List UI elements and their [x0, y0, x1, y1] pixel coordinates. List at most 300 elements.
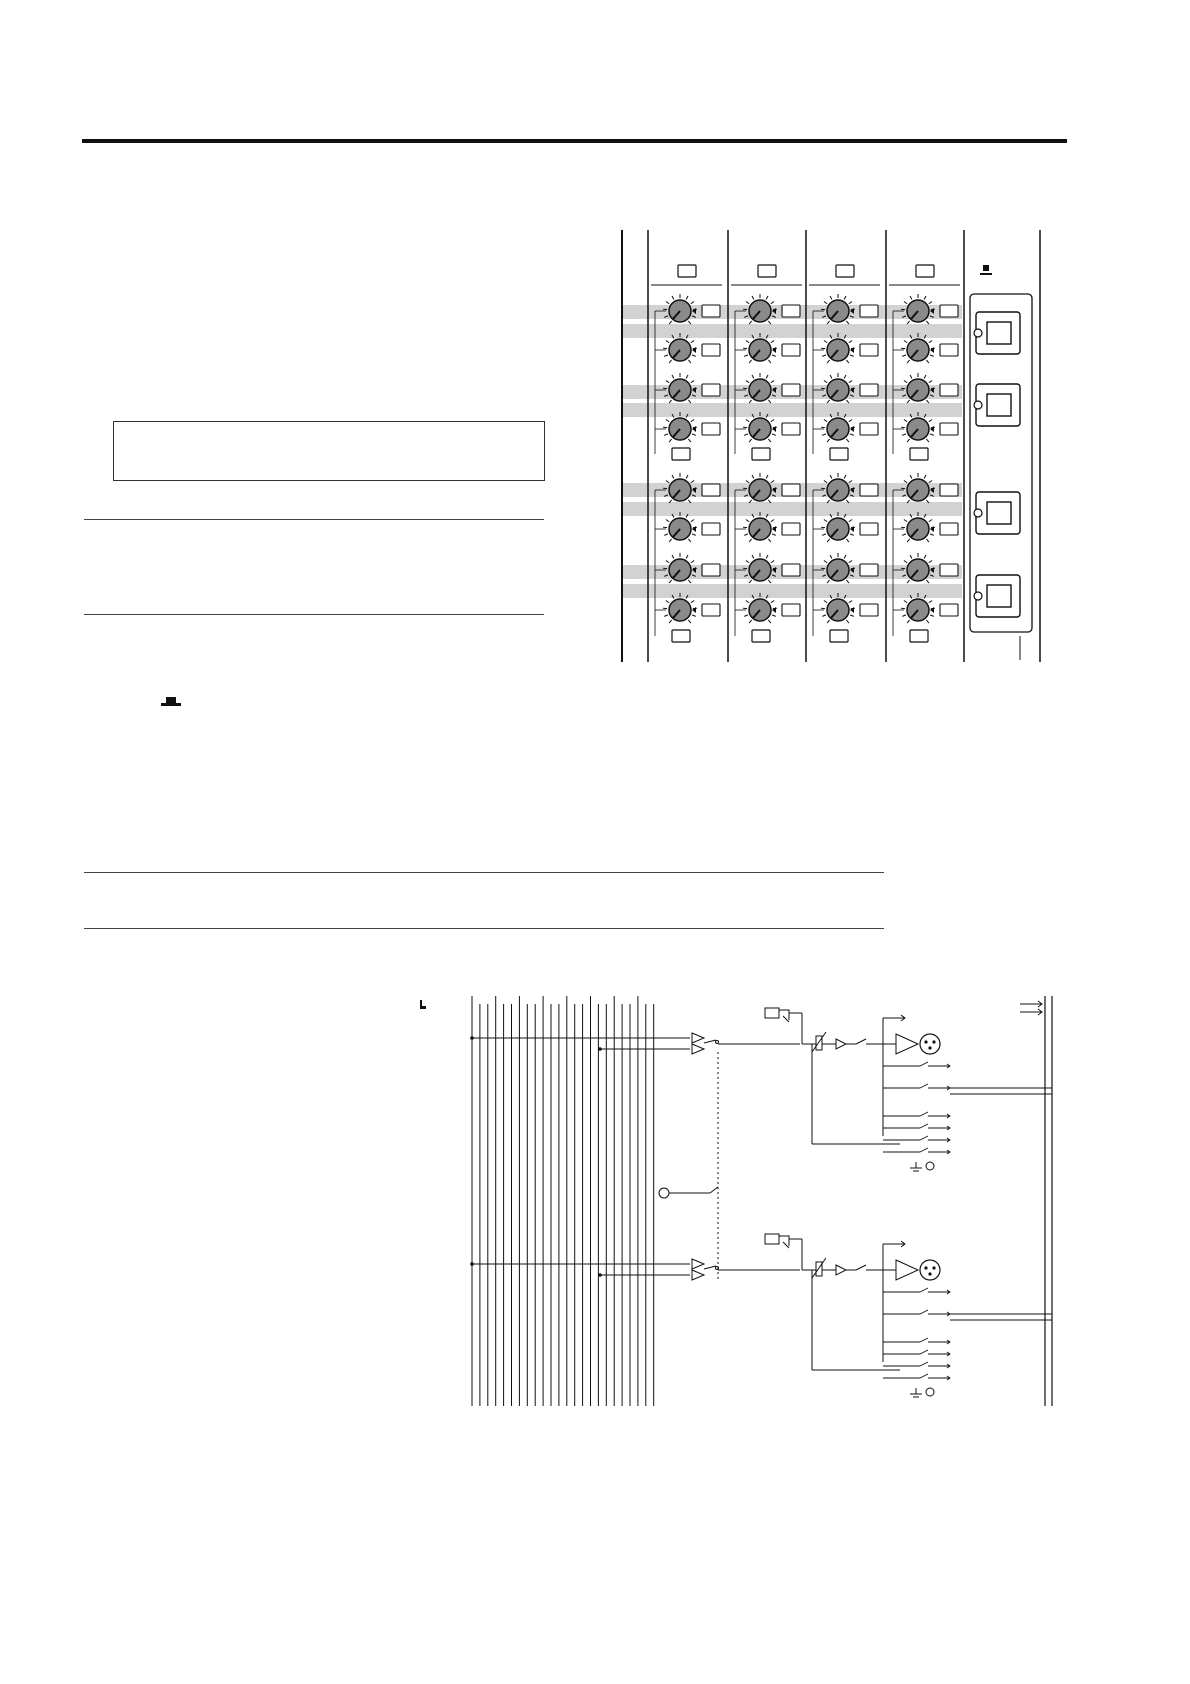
- knob-marker: [772, 607, 776, 613]
- knob-tick: [822, 434, 826, 435]
- knob-tick: [827, 539, 830, 542]
- panel-mode-key-icon: [980, 265, 992, 275]
- knob-tick: [849, 519, 852, 521]
- knob-marker: [850, 607, 854, 613]
- knob-tick: [768, 400, 771, 403]
- xlr-connector-icon: [920, 1260, 940, 1280]
- xlr-connector-icon: [920, 1034, 940, 1054]
- knob-tick: [749, 580, 752, 583]
- output-amp: [836, 1039, 846, 1049]
- knob-side-button: [702, 484, 720, 496]
- ground-symbol: [910, 1162, 922, 1171]
- knob-tick: [926, 360, 929, 363]
- main-amp: [896, 1034, 918, 1054]
- knob-tick: [666, 419, 669, 421]
- junction-dot: [598, 1047, 602, 1051]
- knob-tick: [664, 355, 668, 356]
- knob-tick: [824, 560, 827, 562]
- group-button: [672, 448, 690, 460]
- knob-tick: [691, 600, 694, 602]
- wide-rule-top: [84, 872, 884, 873]
- knob-marker: [850, 526, 854, 532]
- route-switch: [920, 1148, 928, 1152]
- knob-tick: [768, 580, 771, 583]
- knob-side-button: [860, 523, 878, 535]
- level-fader: [816, 1036, 822, 1050]
- knob-tick: [746, 480, 749, 482]
- knob-side-button: [782, 305, 800, 317]
- knob-tick: [824, 600, 827, 602]
- knob-side-button: [702, 604, 720, 616]
- knob-tick: [929, 560, 932, 562]
- master-led: [974, 329, 982, 337]
- knob-tick: [664, 615, 668, 616]
- switch-contact: [716, 1041, 719, 1044]
- knob-tick: [691, 419, 694, 421]
- knob-tick: [688, 321, 691, 324]
- mute-switch: [856, 1039, 866, 1044]
- knob-tick: [686, 555, 688, 559]
- knob-side-button: [940, 344, 958, 356]
- knob-tick: [846, 321, 849, 324]
- knob-tick: [844, 555, 846, 559]
- knob-tick: [929, 600, 932, 602]
- knob-side-button: [782, 564, 800, 576]
- group-button: [752, 630, 770, 642]
- knob-tick: [749, 400, 752, 403]
- rotary-knob: [901, 512, 935, 542]
- knob-tick: [850, 615, 854, 616]
- route-switch: [920, 1112, 928, 1116]
- selector-switch: [704, 1266, 716, 1269]
- output-arrow: [883, 1015, 905, 1021]
- knob-side-button: [860, 423, 878, 435]
- knob-side-button: [940, 564, 958, 576]
- knob-tick: [827, 360, 830, 363]
- knob-tick: [930, 534, 934, 535]
- knob-tick: [688, 620, 691, 623]
- knob-tick: [692, 434, 696, 435]
- knob-side-button: [860, 564, 878, 576]
- master-led: [974, 401, 982, 409]
- route-switch: [920, 1288, 928, 1292]
- group-button: [752, 448, 770, 460]
- master-led: [974, 592, 982, 600]
- junction-dot: [470, 1036, 474, 1040]
- knob-tick: [929, 380, 932, 382]
- main-amp: [896, 1260, 918, 1280]
- knob-tick: [902, 434, 906, 435]
- knob-tick: [830, 375, 832, 379]
- section-rule-bottom: [84, 614, 544, 615]
- knob-tick: [688, 439, 691, 442]
- knob-tick: [771, 519, 774, 521]
- knob-tick: [929, 519, 932, 521]
- route-arrow: [928, 1086, 950, 1090]
- channel-strip-b: [470, 1234, 1052, 1397]
- knob-tick: [902, 615, 906, 616]
- mute-switch: [856, 1265, 866, 1270]
- route-switch: [920, 1338, 928, 1342]
- knob-tick: [746, 419, 749, 421]
- knob-side-button: [940, 484, 958, 496]
- knob-tick: [766, 475, 768, 479]
- route-switch: [920, 1084, 928, 1088]
- knob-tick: [686, 475, 688, 479]
- knob-tick: [666, 301, 669, 303]
- buffer-amp: [692, 1044, 704, 1054]
- knob-tick: [691, 560, 694, 562]
- knob-tick: [772, 615, 776, 616]
- master-switch-button: [987, 502, 1011, 524]
- link-switch: [710, 1187, 718, 1193]
- knob-tick: [929, 419, 932, 421]
- knob-side-button: [782, 523, 800, 535]
- knob-side-button: [702, 344, 720, 356]
- knob-tick: [902, 355, 906, 356]
- knob-tick: [827, 400, 830, 403]
- knob-tick: [926, 400, 929, 403]
- knob-tick: [824, 419, 827, 421]
- knob-tick: [846, 580, 849, 583]
- group-button: [830, 448, 848, 460]
- knob-tick: [688, 400, 691, 403]
- knob-tick: [907, 360, 910, 363]
- mode-key-icon: [161, 697, 181, 707]
- knob-tick: [752, 475, 754, 479]
- knob-tick: [744, 355, 748, 356]
- knob-marker: [930, 526, 934, 532]
- knob-tick: [824, 519, 827, 521]
- knob-tick: [692, 534, 696, 535]
- knob-tick: [850, 355, 854, 356]
- knob-tick: [907, 439, 910, 442]
- knob-side-button: [782, 604, 800, 616]
- route-arrow: [928, 1340, 950, 1344]
- knob-tick: [910, 296, 912, 300]
- knob-tick: [844, 296, 846, 300]
- knob-tick: [824, 301, 827, 303]
- knob-tick: [672, 555, 674, 559]
- knob-tick: [907, 539, 910, 542]
- knob-tick: [849, 600, 852, 602]
- knob-tick: [744, 434, 748, 435]
- rotary-knob: [663, 512, 697, 542]
- knob-marker: [772, 526, 776, 532]
- knob-tick: [772, 434, 776, 435]
- level-fader: [816, 1262, 822, 1276]
- knob-side-button: [782, 423, 800, 435]
- route-switch: [920, 1350, 928, 1354]
- knob-side-button: [940, 384, 958, 396]
- knob-tick: [929, 340, 932, 342]
- column-top-button: [836, 265, 854, 277]
- knob-tick: [822, 355, 826, 356]
- knob-tick: [772, 355, 776, 356]
- knob-marker: [692, 426, 696, 432]
- master-switch-button: [987, 585, 1011, 607]
- knob-side-button: [702, 423, 720, 435]
- knob-tick: [664, 434, 668, 435]
- knob-tick: [766, 375, 768, 379]
- knob-tick: [930, 615, 934, 616]
- knob-side-button: [782, 484, 800, 496]
- junction-dot: [470, 1262, 474, 1266]
- route-arrow: [928, 1290, 950, 1294]
- knob-tick: [904, 480, 907, 482]
- route-arrow: [928, 1150, 950, 1154]
- knob-tick: [929, 480, 932, 482]
- section-rule-top: [84, 519, 544, 520]
- route-switch: [920, 1374, 928, 1378]
- master-led: [974, 509, 982, 517]
- knob-tick: [746, 301, 749, 303]
- route-arrow: [928, 1352, 950, 1356]
- knob-tick: [771, 419, 774, 421]
- route-arrow: [928, 1126, 950, 1130]
- knob-tick: [846, 620, 849, 623]
- knob-tick: [930, 434, 934, 435]
- ground-symbol: [910, 1388, 922, 1397]
- knob-tick: [849, 480, 852, 482]
- knob-marker: [692, 526, 696, 532]
- knob-tick: [746, 519, 749, 521]
- knob-tick: [824, 340, 827, 342]
- knob-tick: [744, 534, 748, 535]
- buffer-amp: [692, 1259, 704, 1269]
- junction-dot: [598, 1273, 602, 1277]
- knob-side-button: [860, 604, 878, 616]
- link-indicator: [659, 1188, 669, 1198]
- knob-tick: [904, 600, 907, 602]
- console-panel-diagram: [620, 228, 1060, 664]
- knob-tick: [910, 555, 912, 559]
- route-switch: [920, 1062, 928, 1066]
- knob-tick: [926, 439, 929, 442]
- knob-marker: [930, 607, 934, 613]
- route-switch: [920, 1136, 928, 1140]
- knob-tick: [822, 534, 826, 535]
- knob-tick: [924, 555, 926, 559]
- knob-marker: [692, 607, 696, 613]
- knob-tick: [688, 360, 691, 363]
- knob-tick: [907, 321, 910, 324]
- knob-tick: [768, 439, 771, 442]
- knob-marker: [850, 347, 854, 353]
- knob-side-button: [940, 604, 958, 616]
- knob-marker: [772, 347, 776, 353]
- rotary-knob: [743, 512, 777, 542]
- knob-tick: [686, 375, 688, 379]
- note-box: [113, 421, 545, 481]
- knob-tick: [827, 620, 830, 623]
- knob-tick: [686, 296, 688, 300]
- knob-tick: [830, 475, 832, 479]
- knob-tick: [830, 296, 832, 300]
- knob-tick: [691, 480, 694, 482]
- knob-tick: [846, 439, 849, 442]
- knob-tick: [749, 360, 752, 363]
- knob-marker: [930, 426, 934, 432]
- knob-side-button: [940, 305, 958, 317]
- knob-side-button: [860, 384, 878, 396]
- knob-tick: [930, 355, 934, 356]
- knob-tick: [669, 400, 672, 403]
- knob-side-button: [782, 344, 800, 356]
- knob-tick: [910, 375, 912, 379]
- knob-tick: [850, 534, 854, 535]
- knob-tick: [849, 301, 852, 303]
- knob-tick: [746, 340, 749, 342]
- knob-side-button: [860, 344, 878, 356]
- knob-tick: [771, 600, 774, 602]
- master-switch-button: [987, 322, 1011, 344]
- knob-tick: [666, 340, 669, 342]
- knob-tick: [692, 355, 696, 356]
- knob-tick: [846, 539, 849, 542]
- knob-tick: [850, 434, 854, 435]
- column-top-button: [758, 265, 776, 277]
- knob-tick: [849, 380, 852, 382]
- knob-tick: [771, 480, 774, 482]
- route-switch: [920, 1362, 928, 1366]
- route-arrow: [928, 1114, 950, 1118]
- knob-tick: [768, 620, 771, 623]
- knob-tick: [669, 321, 672, 324]
- knob-side-button: [702, 384, 720, 396]
- knob-tick: [849, 419, 852, 421]
- knob-tick: [924, 375, 926, 379]
- group-button: [672, 630, 690, 642]
- selector-switch: [704, 1040, 716, 1043]
- bus-output-arrows: [1020, 1001, 1042, 1015]
- knob-side-button: [702, 523, 720, 535]
- knob-tick: [691, 519, 694, 521]
- buffer-amp: [692, 1033, 704, 1043]
- knob-marker: [930, 347, 934, 353]
- route-arrow: [928, 1064, 950, 1068]
- knob-tick: [768, 321, 771, 324]
- knob-tick: [827, 580, 830, 583]
- knob-tick: [824, 480, 827, 482]
- knob-tick: [910, 475, 912, 479]
- knob-tick: [768, 360, 771, 363]
- channel-strip-a: [470, 1008, 1052, 1171]
- knob-tick: [752, 555, 754, 559]
- knob-marker: [850, 426, 854, 432]
- knob-tick: [746, 380, 749, 382]
- knob-tick: [768, 539, 771, 542]
- knob-tick: [822, 615, 826, 616]
- knob-side-button: [860, 484, 878, 496]
- knob-tick: [691, 301, 694, 303]
- knob-tick: [664, 534, 668, 535]
- knob-tick: [749, 539, 752, 542]
- knob-tick: [749, 620, 752, 623]
- knob-tick: [666, 560, 669, 562]
- knob-tick: [844, 475, 846, 479]
- route-arrow: [928, 1312, 950, 1316]
- highlight-strip: [622, 502, 962, 516]
- knob-tick: [749, 321, 752, 324]
- knob-tick: [771, 301, 774, 303]
- knob-tick: [669, 439, 672, 442]
- knob-tick: [827, 321, 830, 324]
- knob-tick: [692, 615, 696, 616]
- knob-tick: [672, 375, 674, 379]
- knob-tick: [924, 475, 926, 479]
- knob-tick: [849, 560, 852, 562]
- knob-tick: [904, 380, 907, 382]
- knob-tick: [772, 534, 776, 535]
- knob-tick: [752, 375, 754, 379]
- header-rule: [82, 139, 1067, 143]
- knob-tick: [669, 620, 672, 623]
- knob-tick: [672, 475, 674, 479]
- knob-tick: [904, 301, 907, 303]
- buffer-amp: [692, 1270, 704, 1280]
- route-switch: [920, 1124, 928, 1128]
- phone-jack-icon: [765, 1234, 789, 1248]
- master-switch-button: [987, 394, 1011, 416]
- knob-tick: [666, 380, 669, 382]
- phone-jack-icon: [765, 1008, 789, 1022]
- knob-tick: [669, 539, 672, 542]
- knob-tick: [926, 580, 929, 583]
- knob-tick: [907, 400, 910, 403]
- knob-marker: [692, 347, 696, 353]
- knob-side-button: [940, 423, 958, 435]
- meter-point: [926, 1162, 934, 1170]
- knob-tick: [907, 620, 910, 623]
- knob-tick: [766, 555, 768, 559]
- knob-tick: [669, 580, 672, 583]
- knob-tick: [827, 439, 830, 442]
- knob-tick: [688, 539, 691, 542]
- route-arrow: [928, 1364, 950, 1368]
- knob-tick: [771, 340, 774, 342]
- knob-tick: [904, 340, 907, 342]
- knob-side-button: [860, 305, 878, 317]
- knob-tick: [844, 375, 846, 379]
- knob-tick: [666, 519, 669, 521]
- knob-tick: [904, 560, 907, 562]
- route-switch: [920, 1310, 928, 1314]
- wide-rule-bottom: [84, 928, 884, 929]
- knob-tick: [746, 560, 749, 562]
- mode-key-icon: [420, 1000, 426, 1009]
- knob-tick: [752, 296, 754, 300]
- knob-tick: [669, 360, 672, 363]
- route-arrow: [928, 1138, 950, 1142]
- knob-tick: [672, 296, 674, 300]
- knob-side-button: [702, 564, 720, 576]
- knob-tick: [749, 439, 752, 442]
- knob-tick: [907, 580, 910, 583]
- knob-marker: [772, 426, 776, 432]
- knob-tick: [846, 400, 849, 403]
- route-arrow: [928, 1376, 950, 1380]
- knob-tick: [924, 296, 926, 300]
- knob-tick: [849, 340, 852, 342]
- knob-tick: [904, 419, 907, 421]
- knob-tick: [666, 600, 669, 602]
- knob-tick: [691, 380, 694, 382]
- knob-tick: [746, 600, 749, 602]
- knob-tick: [926, 321, 929, 324]
- knob-tick: [688, 580, 691, 583]
- knob-side-button: [940, 523, 958, 535]
